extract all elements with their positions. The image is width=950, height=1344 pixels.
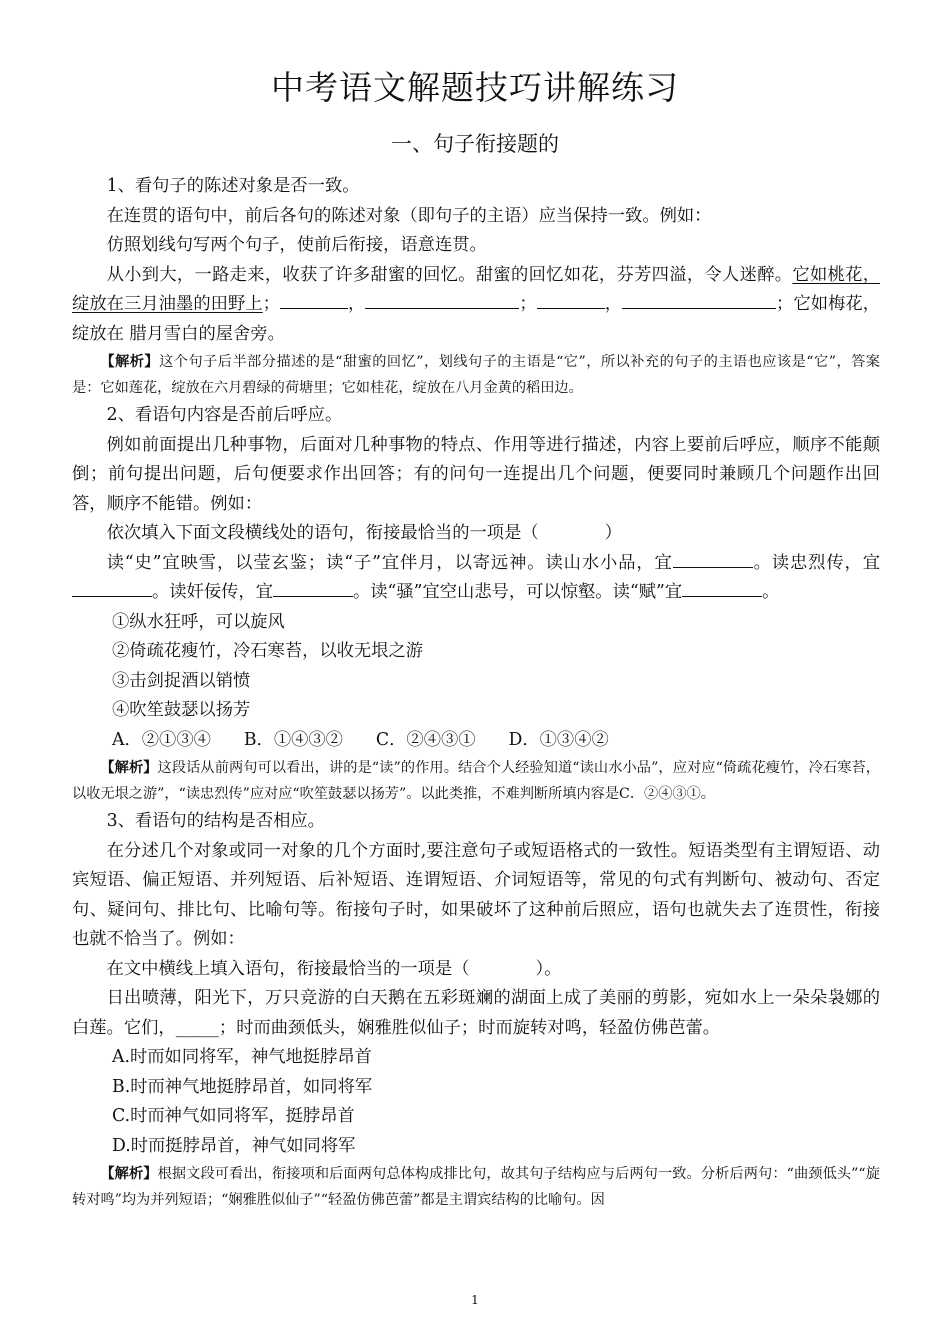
analysis-2: 【解析】这段话从前两句可以看出，讲的是“读”的作用。结合个人经验知道“读山水小品”，应对应“倚疏花瘦竹，冷石寒苔，以收无垠之游”，“读忠烈传”应对应“吹笙鼓瑟以扬芳”。以此类推，不难判断所填内容是C．②④③①。 bbox=[72, 760, 880, 802]
page-title: 中考语文解题技巧讲解练习 bbox=[271, 68, 679, 107]
point-3-heading: 3、看语句的结构是否相应。 bbox=[106, 811, 325, 831]
point-2-explanation: 例如前面提出几种事物，后面对几种事物的特点、作用等进行描述，内容上要前后呼应，顺序不能颠倒；前句提出问题，后句便要求作出回答；有的问句一连提出几个问题，便要同时兼顾几个问题作出回答，顺序不能错。例如： bbox=[72, 434, 880, 514]
answer-blank[interactable]: _____ bbox=[175, 1017, 219, 1038]
option-a: A.时而如同将军，神气地挺脖昂首 bbox=[112, 1047, 372, 1067]
document-body bbox=[72, 172, 880, 1213]
answer-blank[interactable] bbox=[622, 290, 776, 309]
point-3-explanation: 在分述几个对象或同一对象的几个方面时,要注意句子或短语格式的一致性。短语类型有主谓短语、动宾短语、偏正短语、并列短语、后补短语、连谓短语、介词短语等，常见的句式有判断句、被动句、否定句、疑问句、排比句、比喻句等。衔接句子时，如果破坏了这种前后照应，语句也就失去了连贯性，衔接也就不恰当了。例如： bbox=[72, 840, 880, 949]
underlined-model-sentence: 它如桃花，绽放在三月油墨的田野上 bbox=[72, 264, 880, 314]
answer-choices: A．②①③④ B．①④③② C．②④③① D．①③④② bbox=[112, 729, 609, 750]
option-item: ④吹笙鼓瑟以扬芳 bbox=[112, 700, 251, 720]
analysis-tag: 【解析】 bbox=[100, 760, 158, 776]
option-item: ②倚疏花瘦竹，冷石寒苔，以收无垠之游 bbox=[112, 641, 424, 661]
answer-blank[interactable] bbox=[280, 290, 348, 309]
option-item: ③击剑捉酒以销愤 bbox=[112, 670, 251, 691]
exercise-2-prompt: 依次填入下面文段横线处的语句，衔接最恰当的一项是（ ） bbox=[106, 523, 622, 543]
analysis-tag: 【解析】 bbox=[100, 1166, 158, 1182]
answer-blank[interactable] bbox=[365, 290, 519, 309]
analysis-3: 【解析】根据文段可看出，衔接项和后面两句总体构成排比句，故其句子结构应与后两句一致。分析后两句：“曲颈低头”“旋转对鸣”均为并列短语；“娴雅胜似仙子”“轻盈仿佛芭蕾”都是主谓宾结构的比喻句。因 bbox=[72, 1166, 880, 1208]
exercise-1-prompt: 仿照划线句写两个句子，使前后衔接，语意连贯。 bbox=[106, 235, 487, 255]
option-d: D.时而挺脖昂首，神气如同将军 bbox=[112, 1135, 356, 1156]
option-b: B.时而神气地挺脖昂首，如同将军 bbox=[112, 1076, 373, 1097]
option-item: ①纵水狂呼，可以旋风 bbox=[112, 611, 285, 632]
point-2-heading: 2、看语句内容是否前后呼应。 bbox=[106, 405, 343, 425]
page-number: 1 bbox=[471, 1293, 479, 1307]
exercise-2-passage: 读“史”宜映雪，以莹玄鉴；读“子”宜伴月，以寄远神。读山水小品，宜 。读忠烈传，宜。读奸佞传，宜 。读“骚”宜空山悲号，可以惊壑。读“赋”宜 。 bbox=[72, 549, 880, 608]
point-1-explanation: 在连贯的语句中，前后各句的陈述对象（即句子的主语）应当保持一致。例如： bbox=[106, 205, 712, 226]
answer-blank[interactable] bbox=[273, 578, 353, 597]
exercise-3-passage: 日出喷薄，阳光下，万只竞游的白天鹅在五彩斑斓的湖面上成了美丽的剪影，宛如水上一朵朵袅娜的白莲。它们，_____；时而曲颈低头，娴雅胜似仙子；时而旋转对鸣，轻盈仿佛芭蕾。 bbox=[72, 988, 880, 1038]
answer-blank[interactable] bbox=[72, 578, 152, 597]
analysis-1: 【解析】这个句子后半部分描述的是“甜蜜的回忆”，划线句子的主语是“它”，所以补充的句子的主语也应该是“它”，答案是：它如莲花，绽放在六月碧绿的荷塘里；它如桂花，绽放在八月金黄的稻田边。 bbox=[72, 354, 880, 396]
exercise-3-prompt: 在文中横线上填入语句，衔接最恰当的一项是（ ）。 bbox=[106, 958, 562, 979]
point-1-heading: 1、看句子的陈述对象是否一致。 bbox=[106, 176, 360, 196]
analysis-tag: 【解析】 bbox=[100, 354, 160, 370]
option-c: C.时而神气如同将军，挺脖昂首 bbox=[112, 1106, 355, 1126]
answer-blank[interactable] bbox=[537, 290, 605, 309]
section-heading: 一、句子衔接题的 bbox=[391, 132, 559, 156]
exercise-1-passage: 从小到大，一路走来，收获了许多甜蜜的回忆。甜蜜的回忆如花，芬芳四溢，令人迷醉。它如桃花，绽放在三月油墨的田野上； ， ； ， ；它如梅花，绽放在 腊月雪白的屋舍旁。 bbox=[72, 264, 880, 344]
answer-blank[interactable] bbox=[673, 549, 753, 568]
answer-blank[interactable] bbox=[682, 578, 762, 597]
